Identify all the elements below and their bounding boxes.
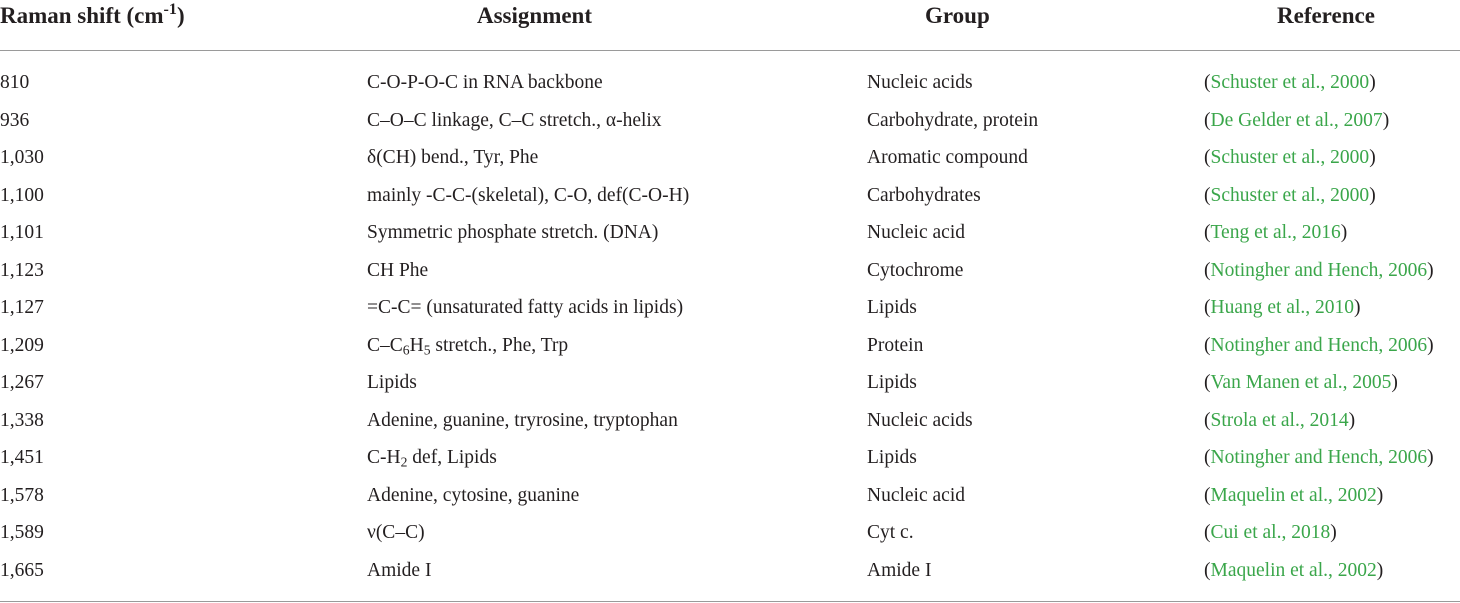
cell-reference: (Cui et al., 2018) [1204,522,1337,543]
reference-link[interactable]: Huang et al., 2010 [1210,297,1355,318]
table-row [0,71,1460,108]
reference-link[interactable]: Notingher and Hench, 2006 [1210,334,1428,356]
cell-raman-shift: 1,101 [0,222,44,243]
cell-group: Carbohydrate, protein [867,109,1039,131]
cell-assignment: CH Phe [367,259,429,281]
cell-reference: (Maquelin et al., 2002) [1204,559,1384,581]
cell-assignment: C-O-P-O-C in RNA backbone [367,72,603,93]
cell-reference: (Teng et al., 2016) [1204,222,1348,243]
cell-group: Nucleic acids [867,409,973,431]
cell-raman-shift: 936 [0,109,30,131]
reference-link[interactable]: Teng et al., 2016 [1210,222,1341,243]
reference-link[interactable]: De Gelder et al., 2007 [1210,109,1383,131]
header-raman-shift: Raman shift $(cm^{-1})$ [0,1,185,28]
cell-group: Lipids [867,372,917,393]
reference-link[interactable]: Schuster et al., 2000 [1210,184,1370,206]
table-row [0,259,1460,296]
cell-reference: (Schuster et al., 2000) [1204,147,1376,168]
cell-raman-shift: 1,127 [0,297,44,318]
cell-raman-shift: 1,100 [0,184,44,206]
reference-link[interactable]: Schuster et al., 2000 [1210,72,1370,93]
cell-reference: (Huang et al., 2010) [1204,297,1361,318]
header-reference: Reference [1277,3,1375,28]
cell-assignment: =C-C= (unsaturated fatty acids in lipids) [367,297,684,318]
cell-raman-shift: 1,209 [0,334,44,356]
cell-reference: (Schuster et al., 2000) [1204,184,1376,206]
table-row [0,109,1460,146]
cell-reference: (Schuster et al., 2000) [1204,72,1376,93]
cell-assignment: ν(C–C) [367,522,425,543]
cell-assignment: Lipids [367,372,417,393]
table-bottom-rule [0,601,1460,602]
cell-assignment: $C-C_6H_5$ stretch., Phe, Trp [367,334,569,357]
cell-group: Carbohydrates [867,184,981,206]
cell-group: Lipids [867,297,917,318]
reference-link[interactable]: Notingher and Hench, 2006 [1210,447,1428,468]
cell-assignment: C–O–C linkage, C–C stretch., α-helix [367,109,662,131]
cell-group: Amide I [867,559,932,581]
table-row [0,221,1460,258]
reference-link[interactable]: Strola et al., 2014 [1210,409,1349,431]
cell-raman-shift: 1,578 [0,484,44,506]
table-row [0,371,1460,408]
header-divider [0,50,1460,51]
cell-reference: (Van Manen et al., 2005) [1204,372,1398,393]
cell-assignment: Adenine, cytosine, guanine [367,484,580,506]
cell-raman-shift: 1,338 [0,409,44,431]
cell-group: Protein [867,334,924,356]
table-row [0,521,1460,558]
cell-assignment: Adenine, guanine, tryrosine, tryptophan [367,409,678,431]
cell-group: Nucleic acid [867,484,965,506]
reference-link[interactable]: Cui et al., 2018 [1210,522,1331,543]
cell-reference: (Notingher and Hench, 2006) [1204,447,1434,468]
table-row [0,146,1460,183]
table-row [0,484,1460,521]
cell-group: Cyt c. [867,522,914,543]
cell-assignment: Amide I [367,559,432,581]
cell-assignment: mainly -C-C-(skeletal), C-O, def(C-O-H) [367,184,690,206]
reference-link[interactable]: Van Manen et al., 2005 [1210,372,1392,393]
table-row [0,409,1460,446]
cell-raman-shift: 1,665 [0,559,44,581]
cell-group: Nucleic acid [867,222,965,243]
cell-raman-shift: 1,451 [0,447,44,468]
reference-link[interactable]: Schuster et al., 2000 [1210,147,1370,168]
cell-assignment: $C-H_2$ def, Lipids [367,447,497,470]
cell-reference: (Notingher and Hench, 2006) [1204,259,1434,281]
table-row [0,296,1460,333]
cell-raman-shift: 1,123 [0,259,44,281]
table-row [0,184,1460,221]
reference-link[interactable]: Maquelin et al., 2002 [1210,559,1377,581]
header-assignment: Assignment [477,3,593,28]
table-row [0,446,1460,483]
reference-link[interactable]: Notingher and Hench, 2006 [1210,259,1428,281]
table-header [0,0,1460,50]
reference-link[interactable]: Maquelin et al., 2002 [1210,484,1377,506]
table-row [0,559,1460,596]
cell-group: Aromatic compound [867,147,1028,168]
cell-group: Cytochrome [867,259,964,281]
cell-reference: (De Gelder et al., 2007) [1204,109,1390,131]
cell-reference: (Strola et al., 2014) [1204,409,1356,431]
table-row [0,334,1460,371]
cell-raman-shift: 810 [0,72,30,93]
cell-reference: (Notingher and Hench, 2006) [1204,334,1434,356]
cell-raman-shift: 1,589 [0,522,44,543]
cell-group: Nucleic acids [867,72,973,93]
cell-assignment: Symmetric phosphate stretch. (DNA) [367,222,659,243]
cell-raman-shift: 1,030 [0,147,44,168]
cell-assignment: δ(CH) bend., Tyr, Phe [367,147,539,168]
cell-raman-shift: 1,267 [0,372,44,393]
header-group: Group [925,3,990,28]
cell-reference: (Maquelin et al., 2002) [1204,484,1384,506]
cell-group: Lipids [867,447,917,468]
